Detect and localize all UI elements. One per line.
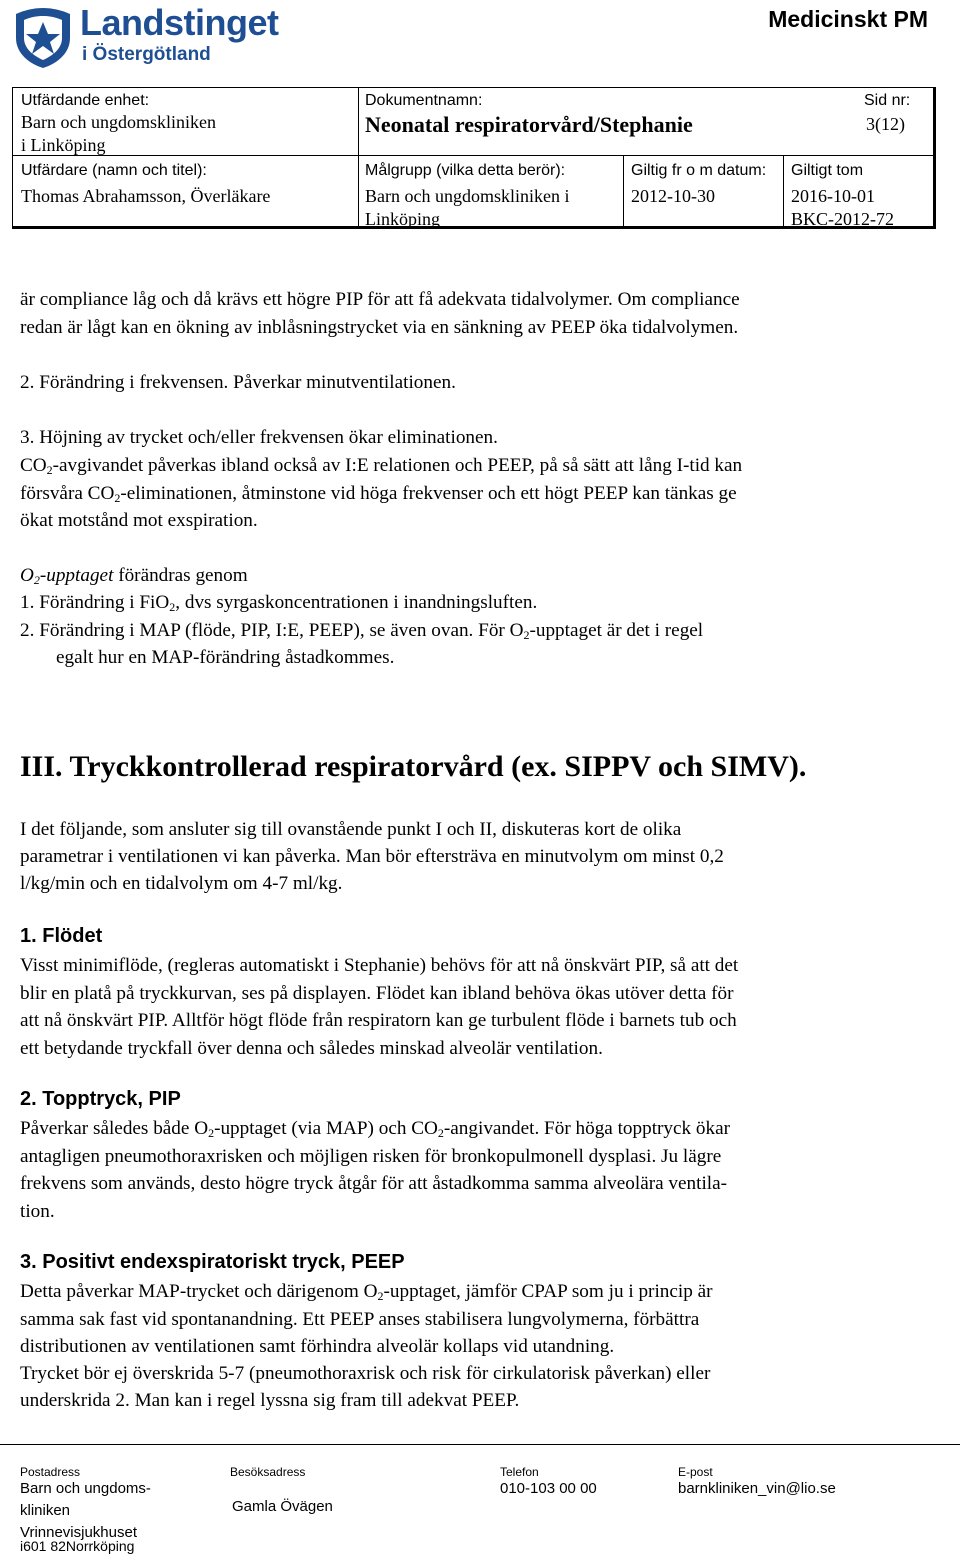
unit-value-line2: i Linköping xyxy=(21,135,106,155)
body-text-line: parametrar i ventilationen vi kan påverka. Man bör eftersträva en minutvolym om minst 0,2 xyxy=(20,846,724,867)
visit-value: Gamla Övägen xyxy=(232,1498,333,1515)
document-type: Medicinskt PM xyxy=(768,6,928,32)
email-value[interactable]: barnkliniken_vin@lio.se xyxy=(678,1480,836,1497)
body-text-line: Detta påverkar MAP-trycket och därigenom $O_2$-upptaget, jämför CPAP som ju i princip är xyxy=(20,1281,713,1303)
phone-label: Telefon xyxy=(500,1465,539,1479)
page-value: 3(12) xyxy=(866,114,905,134)
body-text-line: blir en platå på tryckkurvan, ses på displayen. Flödet kan ibland behöva ökas utöver detta för xyxy=(20,983,734,1004)
logo-subtitle: i Östergötland xyxy=(82,44,211,65)
document-id: BKC-2012-72 xyxy=(791,209,894,229)
body-text-line: Visst minimiflöde, (regleras automatiskt i Stephanie) behövs för att nå önskvärt PIP, så att det xyxy=(20,955,739,976)
valid-to-label: Giltigt tom xyxy=(791,162,864,179)
body-text-line: frekvens som används, desto högre tryck åtgår för att åstadkomma samma alveolära ventila- xyxy=(20,1173,728,1194)
body-text-line: antagligen pneumothoraxrisken och möjligen risken för bronkopulmonell dysplasi. Ju lägre xyxy=(20,1146,722,1167)
issuer-label: Utfärdare (namn och titel): xyxy=(21,162,207,179)
target-label: Målgrupp (vilka detta berör): xyxy=(365,162,566,179)
body-text-line: Påverkar således både $O_2$-upptaget (via MAP) och $CO_2$-angivandet. För höga topptryck ökar xyxy=(20,1118,731,1140)
body-text-line: underskrida 2. Man kan i regel lyssna sig fram till adekvat PEEP. xyxy=(20,1390,520,1411)
body-text-line: samma sak fast vid spontanandning. Ett PEEP anses stabilisera lungvolymerna, förbättra xyxy=(20,1309,700,1330)
postal-line4: i601 82Norrköping xyxy=(20,1538,135,1554)
list-item: 1. Förändring i FiO$_2$, dvs syrgaskoncentrationen i inandningsluften. xyxy=(20,592,538,614)
target-value-line2: Linköping xyxy=(365,209,440,229)
logo-title: Landstinget xyxy=(80,2,279,43)
postal-line2: kliniken xyxy=(20,1502,71,1519)
o2-heading: $O_2$-upptaget förändras genom xyxy=(20,565,248,587)
issuer-value: Thomas Abrahamsson, Överläkare xyxy=(21,186,271,206)
unit-value-line1: Barn och ungdomskliniken xyxy=(21,112,216,132)
postal-line3: Vrinnevisjukhuset xyxy=(20,1524,138,1541)
page-footer xyxy=(0,1445,960,1552)
body-text-line: ett betydande tryckfall över denna och således minskad alveolär ventilation. xyxy=(20,1038,603,1059)
subsection-heading-peep: 3. Positivt endexspiratoriskt tryck, PEEP xyxy=(20,1251,405,1273)
body-text-line: I det följande, som ansluter sig till ovanstående punkt I och II, diskuteras kort de olika xyxy=(20,819,682,840)
body-text-line: att nå önskvärt PIP. Alltför högt flöde från respiratorn kan ge turbulent flöde i barnets tub och xyxy=(20,1010,737,1031)
unit-label: Utfärdande enhet: xyxy=(21,92,150,109)
list-item-continuation: egalt hur en MAP-förändring åstadkommes. xyxy=(56,647,395,668)
subsection-heading-pip: 2. Topptryck, PIP xyxy=(20,1088,181,1110)
section-title: III. Tryckkontrollerad respiratorvård (ex. SIPPV och SIMV). xyxy=(20,750,807,783)
list-item: 3. Höjning av trycket och/eller frekvensen ökar eliminationen. xyxy=(20,427,498,448)
crest-icon xyxy=(10,4,76,70)
valid-to-value: 2016-10-01 xyxy=(791,186,875,206)
body-text-line: redan är lågt kan en ökning av inblåsningstrycket via en sänkning av PEEP öka tidalvolymen. xyxy=(20,317,739,338)
postal-label: Postadress xyxy=(20,1465,81,1479)
body-text-line: $CO_2$-avgivandet påverkas ibland också av I:E relationen och PEEP, på så sätt att lång I-tid kan xyxy=(20,455,743,477)
document-header-table xyxy=(12,87,936,229)
list-item: 2. Förändring i MAP (flöde, PIP, I:E, PEEP), se även ovan. För $O_2$-upptaget är det i regel xyxy=(20,620,704,642)
phone-value: 010-103 00 00 xyxy=(500,1480,597,1497)
target-value-line1: Barn och ungdomskliniken i xyxy=(365,186,570,206)
docname-value: Neonatal respiratorvård/Stephanie xyxy=(365,112,693,137)
page-label: Sid nr: xyxy=(864,92,911,109)
body-text-line: försvåra $CO_2$-eliminationen, åtminstone vid höga frekvenser och ett högt PEEP kan tänkas ge xyxy=(20,483,737,505)
organization-logo xyxy=(10,2,300,70)
body-text-line: ökat motstånd mot exspiration. xyxy=(20,510,258,531)
body-text-line: l/kg/min och en tidalvolym om 4-7 ml/kg. xyxy=(20,873,343,894)
docname-label: Dokumentnamn: xyxy=(365,92,483,109)
email-label: E-post xyxy=(678,1465,713,1479)
list-item: 2. Förändring i frekvensen. Påverkar minutventilationen. xyxy=(20,372,456,393)
subsection-heading-flow: 1. Flödet xyxy=(20,925,103,947)
body-text-line: tion. xyxy=(20,1201,55,1222)
body-text-line: är compliance låg och då krävs ett högre PIP för att få adekvata tidalvolymer. Om compliance xyxy=(20,289,740,310)
valid-from-label: Giltig fr o m datum: xyxy=(631,162,767,179)
postal-line1: Barn och ungdoms- xyxy=(20,1480,151,1497)
body-text-line: Trycket bör ej överskrida 5-7 (pneumothoraxrisk och risk för cirkulatorisk påverkan) eller xyxy=(20,1363,711,1384)
body-text-line: distributionen av ventilationen samt förhindra alveolär kollaps vid utandning. xyxy=(20,1336,615,1357)
visit-label: Besöksadress xyxy=(230,1465,306,1479)
valid-from-value: 2012-10-30 xyxy=(631,186,715,206)
